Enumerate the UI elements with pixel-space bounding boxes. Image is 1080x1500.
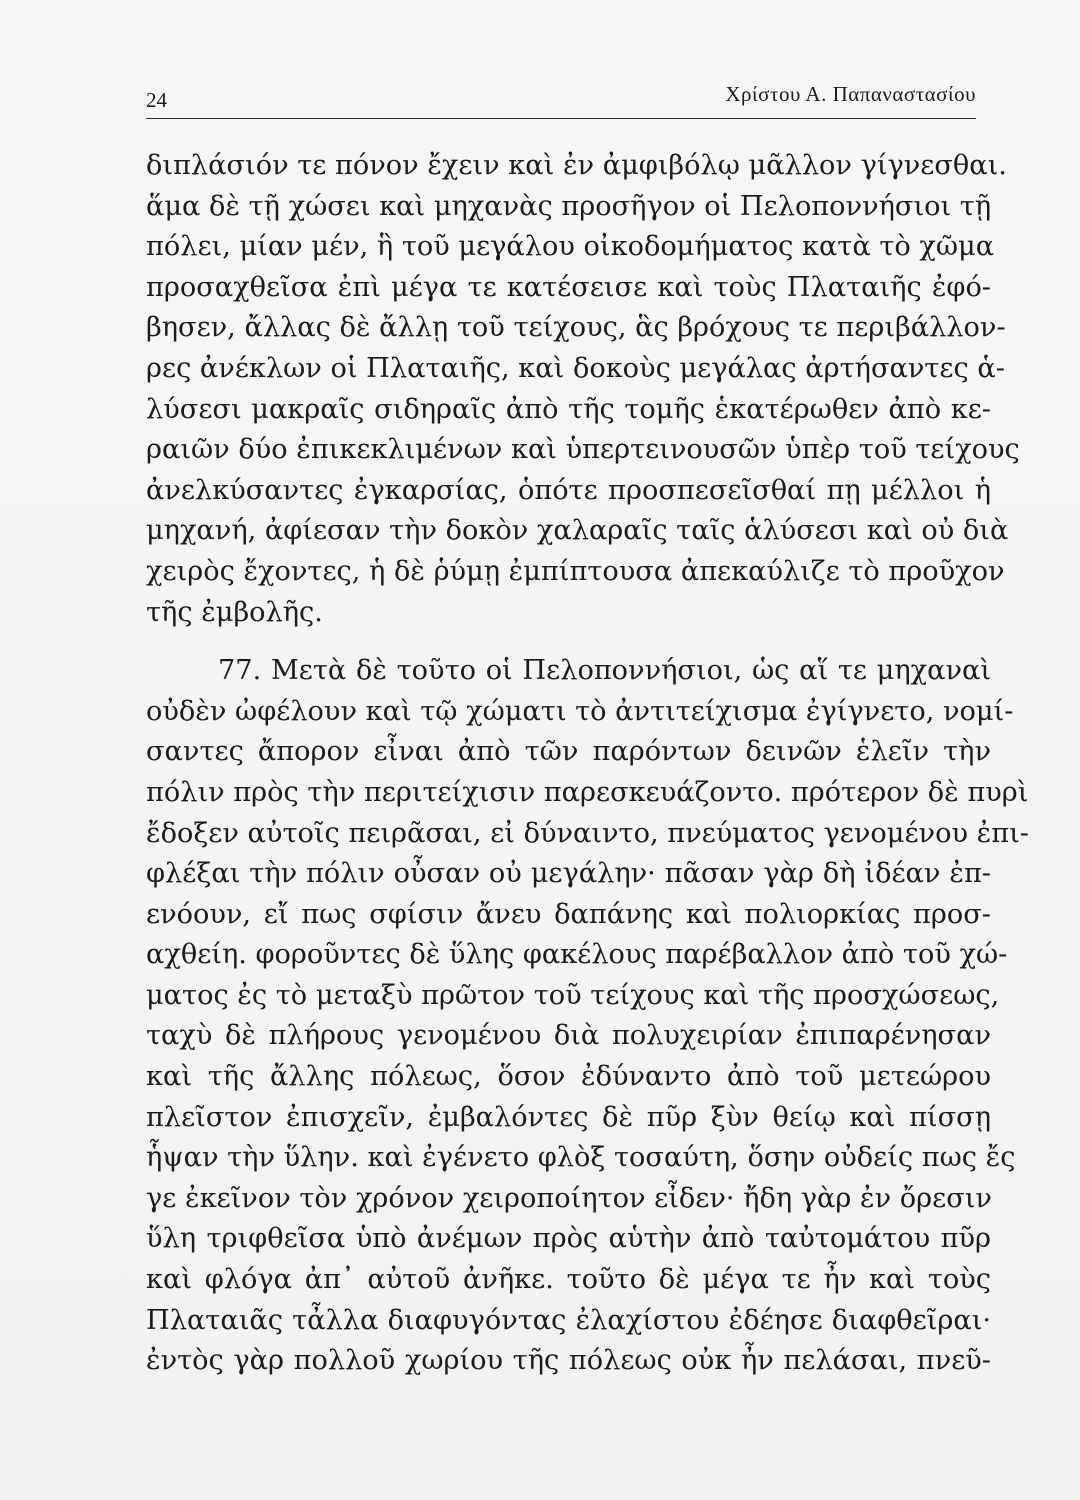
text-line: σαντες ἄπορον εἶναι ἀπὸ τῶν παρόντων δεινῶν ἑλεῖν τὴν [146,736,991,768]
text-line: πλεῖστον ἐπισχεῖν, ἐμβαλόντες δὲ πῦρ ξὺν θείῳ καὶ πίσσῃ [146,1101,991,1133]
text-line: χειρὸς ἔχοντες, ἡ δὲ ῥύμῃ ἐμπίπτουσα ἀπεκαύλιζε τὸ προῦχον [146,555,1005,587]
text-line: ἅμα δὲ τῇ χώσει καὶ μηχανὰς προσῆγον οἱ Πελοποννήσιοι τῇ [146,190,992,222]
running-title: Χρίστου Α. Παπαναστασίου [725,82,976,106]
text-line: οὐδὲν ὠφέλουν καὶ τῷ χώματι τὸ ἀντιτείχισμα ἐγίγνετο, νομί- [146,695,1014,727]
text-line: ενόουν, εἴ πως σφίσιν ἄνευ δαπάνης καὶ πολιορκίας προσ- [146,898,991,930]
text-line: ταχὺ δὲ πλήρους γενομένου διὰ πολυχειρίαν ἐπιπαρένησαν [146,1020,991,1052]
paragraph-chapter-77 [146,651,1029,1382]
text-line: λύσεσι μακραῖς σιδηραῖς ἀπὸ τῆς τομῆς ἑκατέρωθεν ἀπὸ κε- [146,393,991,425]
text-line: Πλαταιᾶς τἆλλα διαφυγόντας ἐλαχίστου ἐδέησε διαφθεῖραι· [146,1304,991,1336]
text-line: αχθείη. φοροῦντες δὲ ὕλης φακέλους παρέβαλλον ἀπὸ τοῦ χώ- [146,939,1008,971]
text-line: γε ἐκεῖνον τὸν χρόνον χειροποίητον εἶδεν· ἤδη γὰρ ἐν ὄρεσιν [146,1182,992,1214]
text-line: ἔδοξεν αὐτοῖς πειρᾶσαι, εἰ δύναιντο, πνεύματος γενομένου ἐπι- [146,817,1029,849]
text-line: 77. Μετὰ δὲ τοῦτο οἱ Πελοποννήσιοι, ὡς αἵ τε μηχαναὶ [218,655,991,687]
page-header [146,74,976,118]
text-line: προσαχθεῖσα ἐπὶ μέγα τε κατέσεισε καὶ τοὺς Πλαταιῆς ἐφό- [146,271,991,303]
text-line: καὶ τῆς ἄλλης πόλεως, ὅσον ἐδύναντο ἀπὸ τοῦ μετεώρου [146,1061,991,1093]
text-line: ματος ἐς τὸ μεταξὺ πρῶτον τοῦ τείχους καὶ τῆς προσχώσεως, [146,979,1000,1011]
text-line: καὶ φλόγα ἀπ᾽ αὐτοῦ ἀνῆκε. τοῦτο δὲ μέγα τε ἦν καὶ τοὺς [146,1264,991,1296]
text-line: ἧψαν τὴν ὕλην. καὶ ἐγένετο φλὸξ τοσαύτη, ὅσην οὐδείς πως ἔς [146,1142,1016,1174]
text-line: πόλει, μίαν μέν, ἣ τοῦ μεγάλου οἰκοδομήματος κατὰ τὸ χῶμα [146,231,995,263]
text-line: ἐντὸς γὰρ πολλοῦ χωρίου τῆς πόλεως οὐκ ἦν πελάσαι, πνεῦ- [146,1345,991,1377]
header-rule [146,118,976,119]
paragraph-continuation [146,146,1020,633]
text-line: βησεν, ἄλλας δὲ ἄλλῃ τοῦ τείχους, ἃς βρόχους τε περιβάλλον- [146,312,1006,344]
page-number: 24 [146,88,167,112]
text-line: ραιῶν δύο ἐπικεκλιμένων καὶ ὑπερτεινουσῶν ὑπὲρ τοῦ τείχους [146,434,1020,466]
paragraph-gap [146,633,991,651]
text-line: τῆς ἐμβολῆς. [146,596,323,628]
text-line: ὕλη τριφθεῖσα ὑπὸ ἀνέμων πρὸς αὑτὴν ἀπὸ ταὐτομάτου πῦρ [146,1223,991,1255]
text-line: διπλάσιόν τε πόνον ἔχειν καὶ ἐν ἀμφιβόλῳ μᾶλλον γίγνεσθαι. [146,150,1007,181]
text-line: ἀνελκύσαντες ἐγκαρσίας, ὁπότε προσπεσεῖσθαί πῃ μέλλοι ἡ [146,474,991,506]
text-line: φλέξαι τὴν πόλιν οὖσαν οὐ μεγάλην· πᾶσαν γὰρ δὴ ἰδέαν ἐπ- [146,858,991,890]
text-line: ρες ἀνέκλων οἱ Πλαταιῆς, καὶ δοκοὺς μεγάλας ἀρτήσαντες ἁ- [146,352,1005,384]
text-line: πόλιν πρὸς τὴν περιτείχισιν παρεσκευάζοντο. πρότερον δὲ πυρὶ [146,776,1029,808]
body-text [146,146,1029,1382]
text-line: μηχανή, ἀφίεσαν τὴν δοκὸν χαλαραῖς ταῖς ἁλύσεσι καὶ οὐ διὰ [146,515,1009,547]
